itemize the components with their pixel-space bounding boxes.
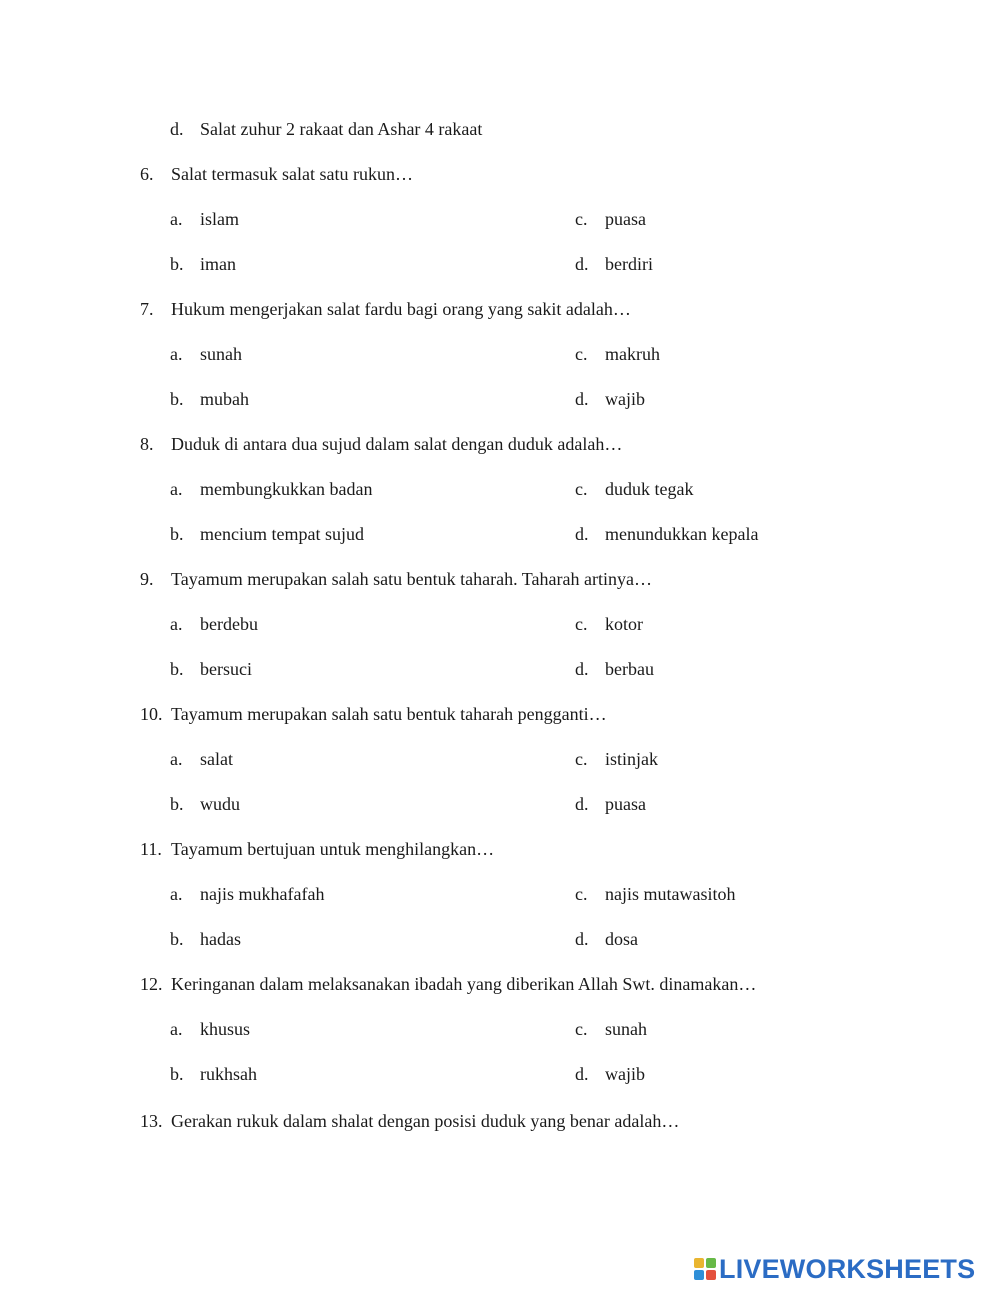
option-text: berdiri bbox=[605, 254, 653, 274]
option-text: membungkukkan badan bbox=[200, 479, 373, 499]
question-number: 8. bbox=[140, 434, 154, 454]
option-text: Salat zuhur 2 rakaat dan Ashar 4 rakaat bbox=[200, 119, 483, 139]
option-letter: c. bbox=[575, 209, 588, 229]
question-text: Hukum mengerjakan salat fardu bagi orang yang sakit adalah… bbox=[171, 299, 631, 319]
question-text: Gerakan rukuk dalam shalat dengan posisi duduk yang benar adalah… bbox=[171, 1111, 680, 1131]
question-number: 13. bbox=[140, 1111, 163, 1131]
option-letter: b. bbox=[170, 389, 184, 409]
question-number: 9. bbox=[140, 569, 154, 589]
option-text: najis mutawasitoh bbox=[605, 884, 736, 904]
question-number: 7. bbox=[140, 299, 154, 319]
option-text: bersuci bbox=[200, 659, 252, 679]
option-text: puasa bbox=[605, 209, 646, 229]
option-letter: a. bbox=[170, 884, 183, 904]
option-letter: d. bbox=[575, 929, 589, 949]
option-text: puasa bbox=[605, 794, 646, 814]
option-text: berdebu bbox=[200, 614, 258, 634]
option-text: sunah bbox=[605, 1019, 647, 1039]
option-text: wudu bbox=[200, 794, 240, 814]
option-text: mencium tempat sujud bbox=[200, 524, 364, 544]
option-letter: d. bbox=[575, 794, 589, 814]
option-letter: d. bbox=[575, 1064, 589, 1084]
option-letter: d. bbox=[575, 389, 589, 409]
option-text: salat bbox=[200, 749, 233, 769]
question-text: Duduk di antara dua sujud dalam salat dengan duduk adalah… bbox=[171, 434, 623, 454]
option-letter: c. bbox=[575, 1019, 588, 1039]
option-text: dosa bbox=[605, 929, 638, 949]
logo-text: LIVEWORKSHEETS bbox=[719, 1253, 976, 1284]
question-number: 11. bbox=[140, 839, 162, 859]
option-letter: b. bbox=[170, 1064, 184, 1084]
option-text: wajib bbox=[605, 389, 645, 409]
option-text: hadas bbox=[200, 929, 241, 949]
liveworksheets-logo bbox=[694, 1255, 975, 1283]
question-text: Keringanan dalam melaksanakan ibadah yang diberikan Allah Swt. dinamakan… bbox=[171, 974, 757, 994]
option-letter: a. bbox=[170, 209, 183, 229]
option-text: iman bbox=[200, 254, 236, 274]
option-text: sunah bbox=[200, 344, 242, 364]
option-letter: a. bbox=[170, 1019, 183, 1039]
option-letter: c. bbox=[575, 614, 588, 634]
option-letter: c. bbox=[575, 749, 588, 769]
option-text: istinjak bbox=[605, 749, 658, 769]
option-letter: b. bbox=[170, 524, 184, 544]
option-text: najis mukhafafah bbox=[200, 884, 325, 904]
option-letter: d. bbox=[575, 659, 589, 679]
option-letter: d. bbox=[575, 254, 589, 274]
option-text: duduk tegak bbox=[605, 479, 694, 499]
option-letter: c. bbox=[575, 884, 588, 904]
question-number: 12. bbox=[140, 974, 163, 994]
option-text: kotor bbox=[605, 614, 643, 634]
option-text: islam bbox=[200, 209, 239, 229]
option-text: rukhsah bbox=[200, 1064, 257, 1084]
question-number: 10. bbox=[140, 704, 163, 724]
option-letter: a. bbox=[170, 749, 183, 769]
option-letter: d. bbox=[575, 524, 589, 544]
option-text: wajib bbox=[605, 1064, 645, 1084]
option-letter: c. bbox=[575, 344, 588, 364]
option-letter: b. bbox=[170, 659, 184, 679]
option-text: mubah bbox=[200, 389, 249, 409]
option-text: khusus bbox=[200, 1019, 251, 1039]
option-letter: a. bbox=[170, 614, 183, 634]
question-text: Salat termasuk salat satu rukun… bbox=[171, 164, 413, 184]
option-letter: a. bbox=[170, 479, 183, 499]
question-text: Tayamum merupakan salah satu bentuk taharah. Taharah artinya… bbox=[171, 569, 652, 589]
option-text: makruh bbox=[605, 344, 660, 364]
question-number: 6. bbox=[140, 164, 154, 184]
option-letter: c. bbox=[575, 479, 588, 499]
option-letter: b. bbox=[170, 929, 184, 949]
liveworksheets-logo-icon bbox=[694, 1258, 716, 1280]
option-letter: b. bbox=[170, 794, 184, 814]
option-text: berbau bbox=[605, 659, 654, 679]
question-text: Tayamum merupakan salah satu bentuk taharah pengganti… bbox=[171, 704, 607, 724]
option-text: menundukkan kepala bbox=[605, 524, 759, 544]
option-letter: b. bbox=[170, 254, 184, 274]
option-letter: a. bbox=[170, 344, 183, 364]
question-text: Tayamum bertujuan untuk menghilangkan… bbox=[171, 839, 495, 859]
option-letter: d. bbox=[170, 119, 184, 139]
